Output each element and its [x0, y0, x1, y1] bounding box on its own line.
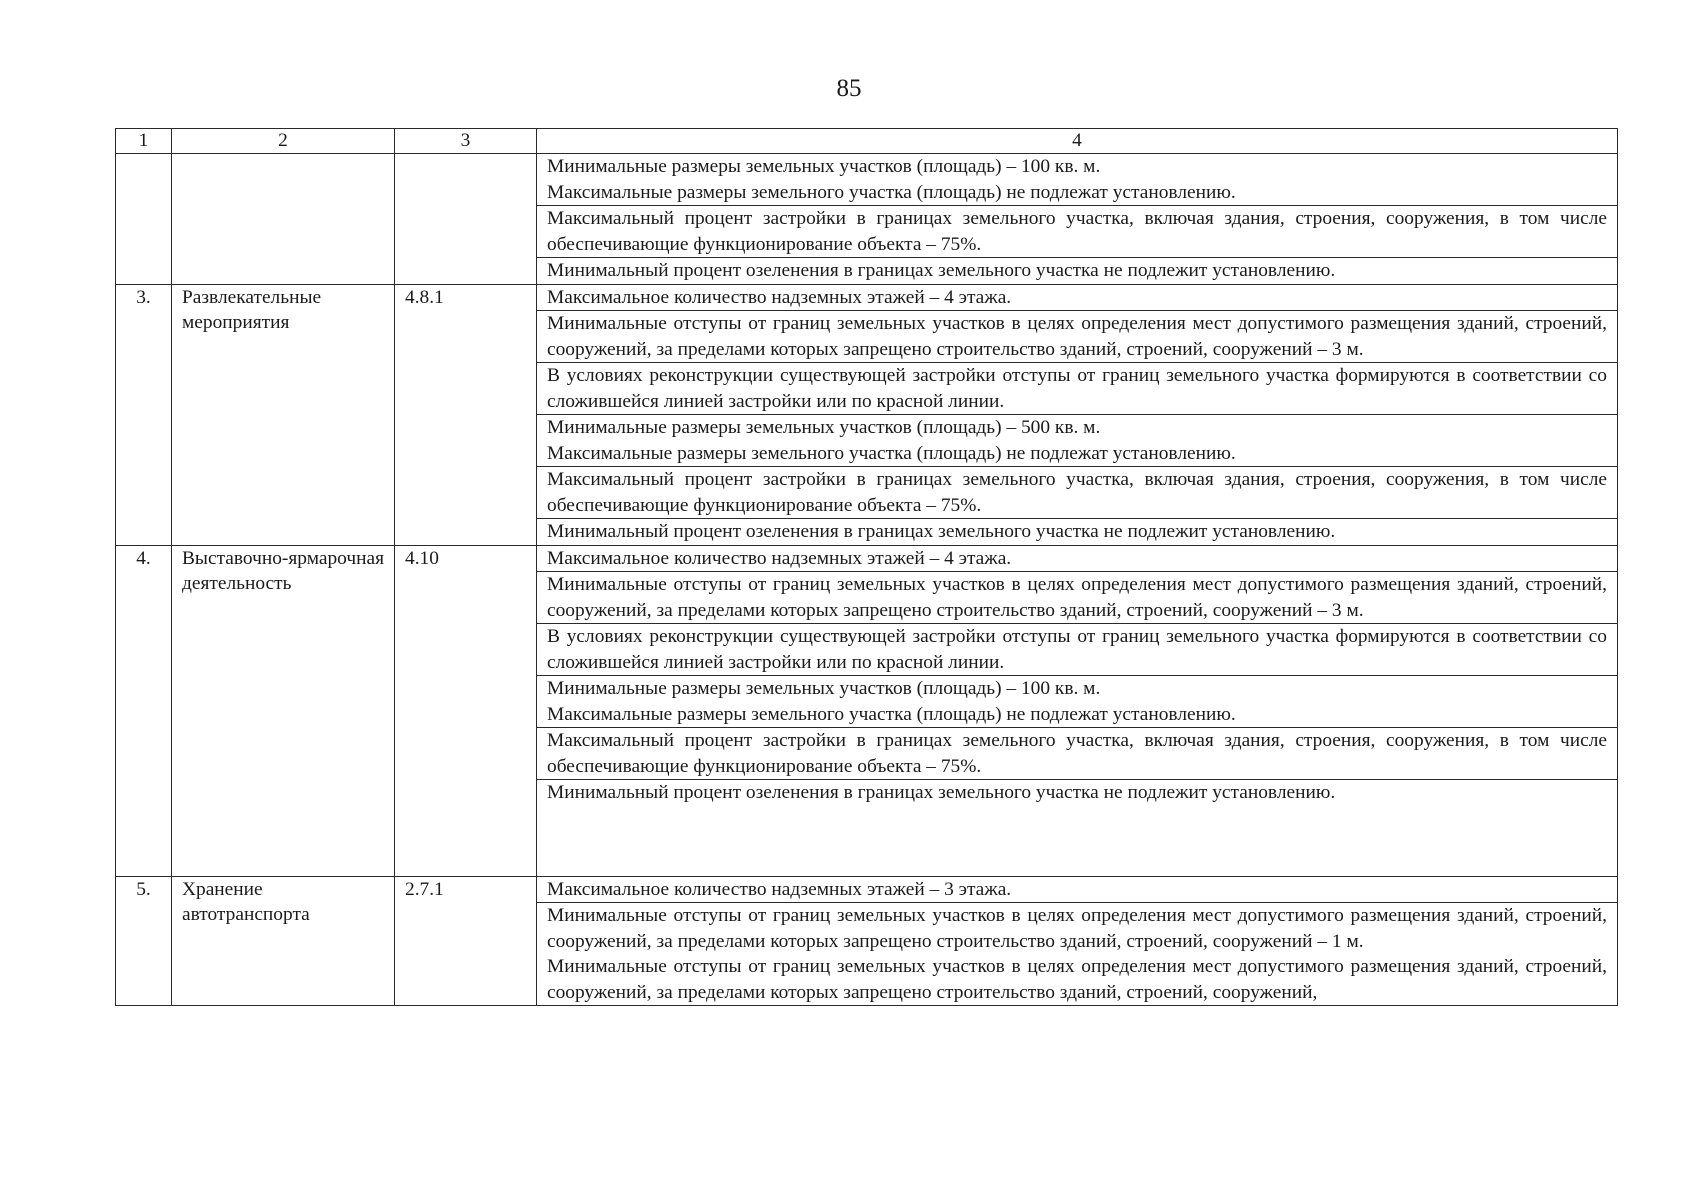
requirement-text: Максимальные размеры земельного участка (площадь) не подлежат установлению. — [547, 181, 1236, 203]
requirement-text: В условиях реконструкции существующей застройки отступы от границ земельного участка формируются в соответствии со сложившейся линией застройки или по красной линии. — [547, 626, 1607, 673]
empty-cell — [537, 806, 1618, 877]
header-cell: 3 — [395, 129, 537, 154]
requirement-cell — [537, 206, 1618, 258]
permitted-use-name: Хранение автотранспорта — [172, 876, 395, 1006]
requirement-text: Максимальный процент застройки в границах земельного участка, включая здания, строения, сооружения, в том числе обеспечивающие функционирование объекта – 75%. — [547, 208, 1607, 255]
permitted-use-code: 2.7.1 — [395, 876, 537, 1006]
item-number: 3. — [116, 284, 172, 545]
requirement-text: Минимальный процент озеленения в границах земельного участка не подлежит установлению. — [547, 260, 1336, 281]
requirement-cell — [537, 415, 1618, 467]
requirement-cell — [537, 780, 1618, 806]
requirement-cell — [537, 258, 1618, 285]
requirement-text: Максимальное количество надземных этажей – 4 этажа. — [547, 547, 1012, 569]
requirement-text: Максимальный процент застройки в границах земельного участка, включая здания, строения, сооружения, в том числе обеспечивающие функционирование объекта – 75%. — [547, 469, 1607, 516]
requirement-cell — [537, 311, 1618, 363]
requirement-text: Минимальный процент озеленения в границах земельного участка не подлежит установлению. — [547, 782, 1336, 803]
permitted-use-code: 4.8.1 — [395, 284, 537, 545]
requirement-cell — [537, 624, 1618, 676]
requirement-text: Минимальные отступы от границ земельных участков в целях определения мест допустимого размещения зданий, строений, сооружений, за пределами которых запрещено строительство зданий, строений, сооружений, — [547, 956, 1607, 1003]
continuation-empty-cell — [395, 154, 537, 285]
permitted-use-code: 4.10 — [395, 545, 537, 876]
table-row — [116, 545, 1618, 572]
item-number: 5. — [116, 876, 172, 1006]
table-row — [116, 154, 1618, 206]
header-cell: 2 — [172, 129, 395, 154]
requirement-text: Максимальные размеры земельного участка (площадь) не подлежат установлению. — [547, 442, 1236, 464]
permitted-use-name: Развлекательные мероприятия — [172, 284, 395, 545]
requirement-cell — [537, 903, 1618, 1006]
requirement-cell — [537, 876, 1618, 903]
table-header-row — [116, 129, 1618, 154]
requirement-text: Минимальные отступы от границ земельных участков в целях определения мест допустимого размещения зданий, строений, сооружений, за пределами которых запрещено строительство зданий, строений, сооружений – 3 м. — [547, 574, 1607, 621]
requirement-text: Максимальное количество надземных этажей – 3 этажа. — [547, 878, 1012, 900]
requirement-text: Максимальные размеры земельного участка (площадь) не подлежат установлению. — [547, 703, 1236, 725]
requirement-cell — [537, 728, 1618, 780]
continuation-empty-cell — [172, 154, 395, 285]
requirement-cell — [537, 284, 1618, 311]
requirement-text: В условиях реконструкции существующей застройки отступы от границ земельного участка формируются в соответствии со сложившейся линией застройки или по красной линии. — [547, 365, 1607, 412]
header-cell: 4 — [537, 129, 1618, 154]
requirement-text: Минимальные размеры земельных участков (площадь) – 100 кв. м. — [547, 156, 1101, 177]
item-number: 4. — [116, 545, 172, 876]
requirement-cell — [537, 676, 1618, 728]
requirement-text: Максимальное количество надземных этажей – 4 этажа. — [547, 286, 1012, 308]
requirement-text: Минимальный процент озеленения в границах земельного участка не подлежит установлению. — [547, 521, 1336, 542]
table-row — [116, 284, 1618, 311]
requirement-text: Минимальные отступы от границ земельных участков в целях определения мест допустимого размещения зданий, строений, сооружений, за пределами которых запрещено строительство зданий, строений, сооружений – 1 м. — [547, 905, 1607, 952]
requirement-text: Минимальные отступы от границ земельных участков в целях определения мест допустимого размещения зданий, строений, сооружений, за пределами которых запрещено строительство зданий, строений, сооружений – 3 м. — [547, 313, 1607, 360]
requirement-text: Минимальные размеры земельных участков (площадь) – 100 кв. м. — [547, 678, 1101, 699]
requirement-cell — [537, 519, 1618, 546]
requirement-cell — [537, 572, 1618, 624]
page-number: 85 — [836, 75, 862, 102]
requirement-text: Максимальный процент застройки в границах земельного участка, включая здания, строения, сооружения, в том числе обеспечивающие функционирование объекта – 75%. — [547, 730, 1607, 777]
table-row — [116, 876, 1618, 903]
land-use-regulations-table — [115, 128, 1618, 1006]
permitted-use-name: Выставочно-ярмарочная деятельность — [172, 545, 395, 876]
header-cell: 1 — [116, 129, 172, 154]
continuation-empty-cell — [116, 154, 172, 285]
requirement-cell — [537, 363, 1618, 415]
requirement-text: Минимальные размеры земельных участков (площадь) – 500 кв. м. — [547, 417, 1101, 438]
requirement-cell — [537, 467, 1618, 519]
requirement-cell — [537, 545, 1618, 572]
requirement-cell — [537, 154, 1618, 206]
